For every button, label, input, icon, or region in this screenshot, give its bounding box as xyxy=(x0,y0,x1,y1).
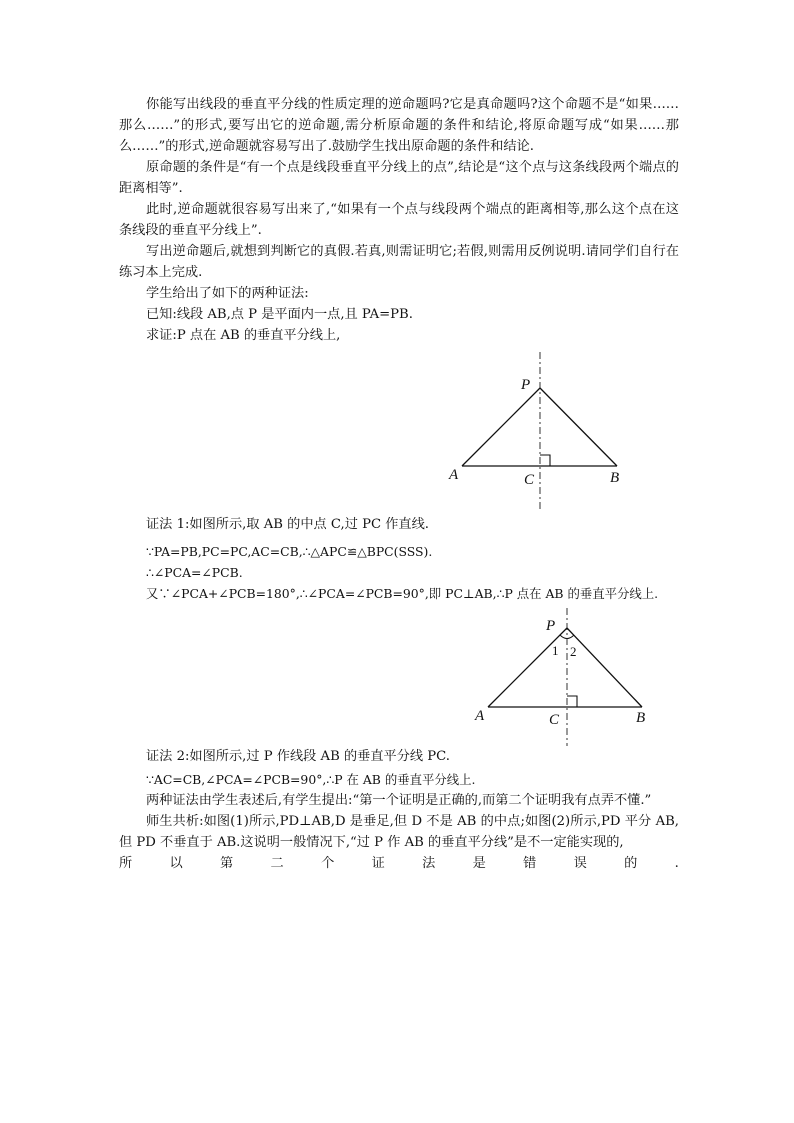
segment-pa-2 xyxy=(488,628,567,707)
figure-1 xyxy=(119,346,679,514)
paragraph-given: 已知:线段 AB,点 P 是平面内一点,且 PA=PB. xyxy=(146,307,413,322)
label-p: P xyxy=(521,377,531,393)
proof2-title: 证法 2:如图所示,过 P 作线段 AB 的垂直平分线 PC. xyxy=(146,749,450,764)
label-a-2: A xyxy=(475,708,485,724)
paragraph-converse: 此时,逆命题就很容易写出来了,“如果有一个点与线段两个端点的距离相等,那么这个点在这条线段的垂直平分线上”. xyxy=(119,202,679,238)
segment-pb xyxy=(540,388,617,466)
label-a: A xyxy=(449,467,459,483)
paragraph-prove: 求证:P 点在 AB 的垂直平分线上, xyxy=(146,328,341,343)
angle-arc xyxy=(560,635,574,639)
figure-2-container xyxy=(119,604,679,746)
segment-pb-2 xyxy=(567,628,642,707)
segment-pa xyxy=(462,388,540,466)
document-body xyxy=(119,94,679,874)
label-angle-2: 2 xyxy=(570,644,577,659)
proof1-line1: ∵PA=PB,PC=PC,AC=CB,∴△APC≌△BPC(SSS). xyxy=(146,544,433,559)
label-c-2: C xyxy=(549,712,560,728)
proof1-line2: ∴∠PCA=∠PCB. xyxy=(146,565,243,580)
paragraph-condition: 原命题的条件是“有一个点是线段垂直平分线上的点”,结论是“这个点与这条线段两个端点的距离相等”. xyxy=(119,160,679,196)
paragraph-student-question: 两种证法由学生表述后,有学生提出:“第一个证明是正确的,而第二个证明我有点弄不懂.” xyxy=(146,793,652,808)
proof1-line3: 又∵∠PCA+∠PCB=180°,∴∠PCA=∠PCB=90°,即 PC⊥AB,∴P 点在 AB 的垂直平分线上. xyxy=(146,586,659,601)
paragraph-two-proofs: 学生给出了如下的两种证法: xyxy=(146,286,309,301)
proof2-line1: ∵AC=CB,∠PCA=∠PCB=90°,∴P 在 AB 的垂直平分线上. xyxy=(146,772,476,787)
right-angle-mark xyxy=(540,455,550,466)
label-angle-1: 1 xyxy=(552,643,559,658)
label-b: B xyxy=(610,470,620,486)
paragraph-intro: 你能写出线段的垂直平分线的性质定理的逆命题吗?它是真命题吗?这个命题不是“如果……那么……”的形式,要写出它的逆命题,需分析原命题的条件和结论,将原命题写成“如果……那么……”的形式,逆命题就容易写出了.鼓励学生找出原命题的条件和结论. xyxy=(119,97,679,154)
paragraph-analysis: 师生共析:如图(1)所示,PD⊥AB,D 是垂足,但 D 不是 AB 的中点;如图(2)所示,PD 平分 AB,但 PD 不垂直于 AB.这说明一般情况下,“过 P 作 AB 的垂直平分线”是不一定能实现的, xyxy=(119,814,679,850)
paragraph-conclusion: 所 以 第 二 个 证 法 是 错 误 的 . xyxy=(119,856,679,871)
right-angle-mark-2 xyxy=(567,696,577,707)
figure-1-container xyxy=(119,346,679,514)
figure-2 xyxy=(119,604,679,746)
label-b-2: B xyxy=(636,710,646,726)
label-p-2: P xyxy=(546,618,556,634)
label-c: C xyxy=(524,472,535,488)
paragraph-judge: 写出逆命题后,就想到判断它的真假.若真,则需证明它;若假,则需用反例说明.请同学们自行在练习本上完成. xyxy=(119,244,679,280)
proof1-title: 证法 1:如图所示,取 AB 的中点 C,过 PC 作直线. xyxy=(146,517,429,532)
